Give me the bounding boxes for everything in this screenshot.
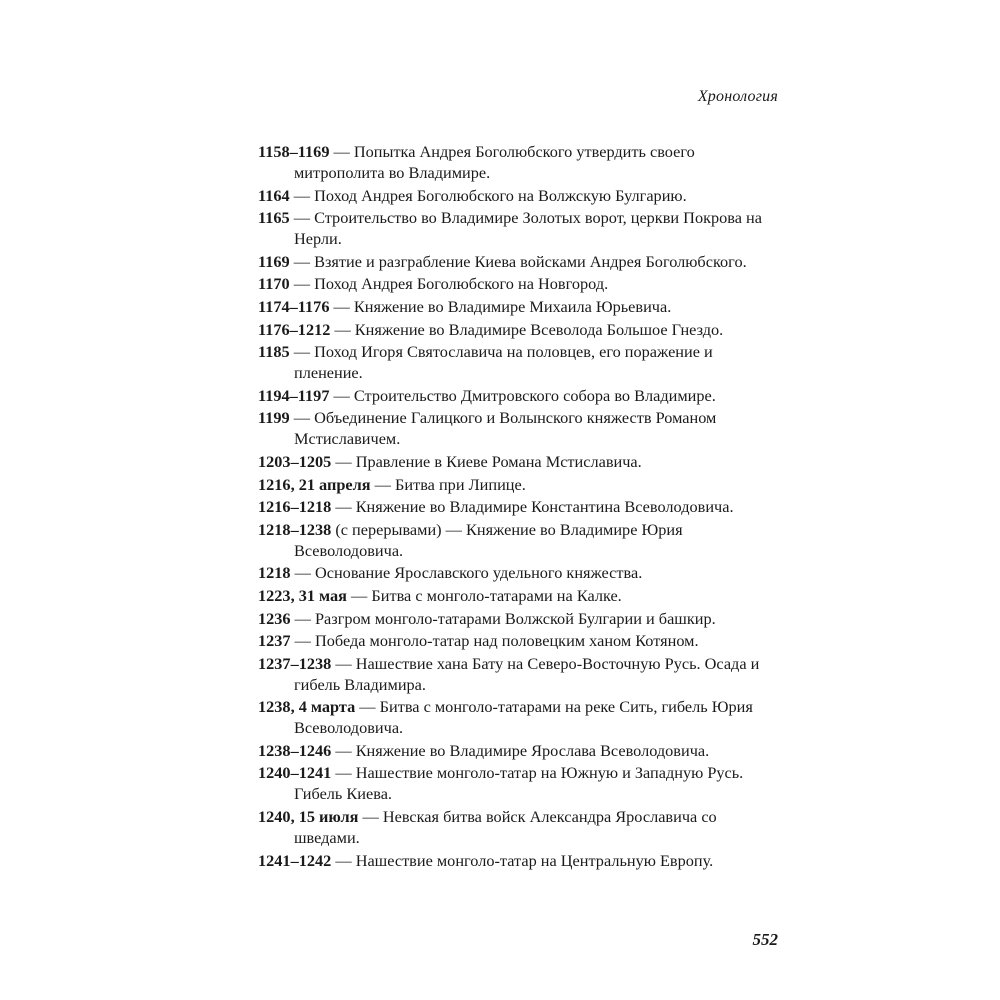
page-number: 552	[752, 930, 778, 949]
entry-date: 1216, 21 апреля	[258, 474, 371, 494]
chronology-entry	[258, 185, 778, 206]
entry-text: — Попытка Андрея Боголюбского утвердить своего митрополита во Владимире.	[294, 142, 695, 182]
entry-text: — Нашествие монголо-татар на Южную и Западную Русь. Гибель Киева.	[294, 763, 744, 804]
chronology-list	[258, 141, 778, 872]
entry-date-note: (с перерывами)	[331, 519, 442, 539]
entry-date: 1237	[258, 631, 291, 651]
entry-text: — Основание Ярославского удельного княжества.	[290, 563, 643, 583]
chronology-entry	[258, 141, 778, 183]
chronology-entry	[258, 474, 778, 495]
chronology-entry	[258, 319, 778, 340]
chronology-entry	[258, 407, 778, 449]
entry-date: 1185	[258, 342, 290, 362]
chronology-entry	[258, 273, 778, 294]
entry-date: 1240–1241	[258, 763, 332, 783]
chronology-entry	[258, 585, 778, 606]
entry-date: 1218–1238	[258, 519, 332, 539]
entry-date: 1176–1212	[258, 319, 331, 339]
entry-text: — Битва с монголо-татарами на Калке.	[346, 585, 622, 605]
chronology-entry	[258, 762, 778, 804]
entry-date: 1223, 31 мая	[258, 585, 347, 605]
entry-date: 1170	[258, 274, 290, 294]
entry-date: 1240, 15 июля	[258, 807, 359, 827]
entry-date: 1238, 4 марта	[258, 697, 356, 717]
chronology-entry	[258, 496, 778, 517]
entry-text: — Княжение во Владимире Константина Всеволодовича.	[331, 497, 734, 517]
entry-date: 1165	[258, 208, 290, 228]
chronology-entry	[258, 608, 778, 629]
entry-date: 1169	[258, 251, 290, 271]
running-head: Хронология	[697, 88, 778, 105]
entry-date: 1194–1197	[258, 385, 330, 405]
entry-text: — Взятие и разграбление Киева войсками Андрея Боголюбского.	[289, 251, 747, 271]
entry-date: 1218	[258, 563, 291, 583]
chronology-entry	[258, 653, 778, 695]
entry-date: 1199	[258, 408, 290, 428]
entry-text: — Строительство во Владимире Золотых ворот, церкви Покрова на Нерли.	[289, 208, 762, 249]
chronology-entry	[258, 740, 778, 761]
chronology-entry	[258, 251, 778, 272]
entry-text: — Поход Андрея Боголюбского на Волжскую Булгарию.	[289, 185, 687, 205]
entry-date: 1174–1176	[258, 296, 330, 316]
chronology-entry	[258, 850, 778, 871]
entry-date: 1216–1218	[258, 497, 332, 517]
entry-text: — Битва при Липице.	[370, 474, 526, 494]
chronology-entry	[258, 385, 778, 406]
entry-text: — Победа монголо-татар над половецким ханом Котяном.	[290, 631, 699, 651]
chronology-entry	[258, 806, 778, 848]
entry-date: 1238–1246	[258, 740, 332, 760]
chronology-entry	[258, 341, 778, 383]
entry-text: — Невская битва войск Александра Ярославича со шведами.	[294, 807, 717, 848]
entry-text: — Поход Андрея Боголюбского на Новгород.	[289, 274, 609, 294]
entry-text: — Строительство Дмитровского собора во Владимире.	[329, 385, 716, 405]
chronology-entry	[258, 562, 778, 583]
chronology-entry	[258, 207, 778, 249]
entry-text: — Правление в Киеве Романа Мстиславича.	[331, 451, 642, 471]
entry-text: — Княжение во Владимире Юрия Всеволодовича.	[294, 519, 683, 560]
chronology-entry	[258, 519, 778, 561]
entry-date: 1203–1205	[258, 451, 332, 471]
entry-text: — Поход Игоря Святославича на половцев, его поражение и пленение.	[289, 342, 713, 383]
entry-text: — Разгром монголо-татарами Волжской Булгарии и башкир.	[290, 608, 716, 628]
chronology-entry	[258, 630, 778, 651]
entry-date: 1236	[258, 608, 291, 628]
entry-date: 1164	[258, 185, 290, 205]
entry-date: 1241–1242	[258, 850, 332, 870]
entry-text: — Княжение во Владимире Ярослава Всеволодовича.	[331, 740, 710, 760]
chronology-entry	[258, 696, 778, 738]
chronology-entry	[258, 451, 778, 472]
entry-text: — Княжение во Владимире Михаила Юрьевича.	[329, 296, 672, 316]
entry-date: 1158–1169	[258, 142, 330, 161]
chronology-entry	[258, 296, 778, 317]
entry-text: — Нашествие хана Бату на Северо-Восточную Русь. Осада и гибель Владимира.	[294, 653, 760, 694]
entry-text: — Битва с монголо-татарами на реке Сить, гибель Юрия Всеволодовича.	[294, 697, 753, 738]
entry-text: — Объединение Галицкого и Волынского княжеств Романом Мстиславичем.	[289, 408, 717, 449]
entry-text: — Княжение во Владимире Всеволода Большое Гнездо.	[330, 319, 724, 339]
entry-date: 1237–1238	[258, 653, 332, 673]
entry-text: — Нашествие монголо-татар на Центральную Европу.	[331, 850, 714, 870]
